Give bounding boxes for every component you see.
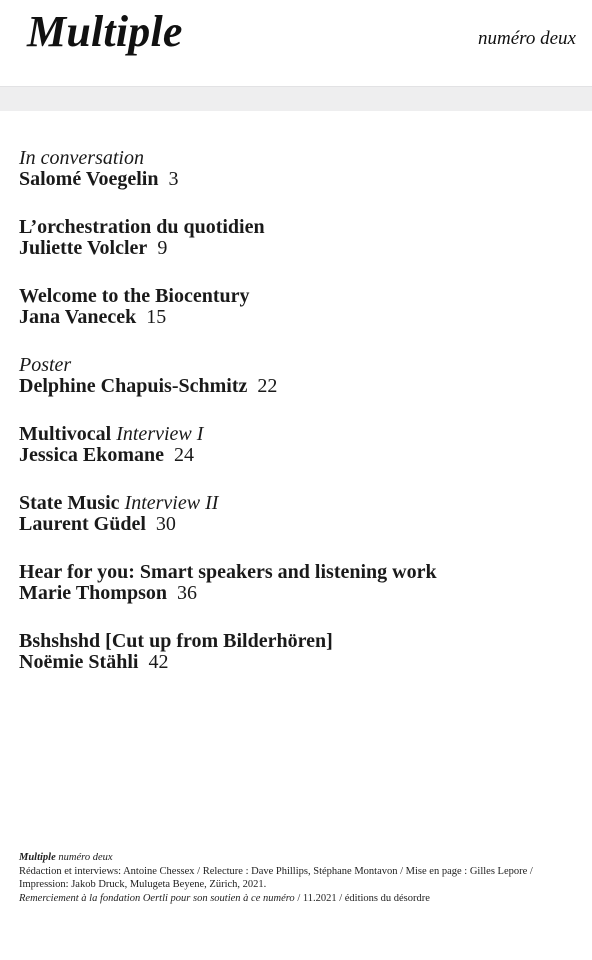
toc-entry[interactable] [19,562,579,631]
colophon [19,851,579,905]
entry-title: L’orchestration du quotidien [19,216,265,238]
entry-page-number: 30 [155,513,176,535]
entry-author: Jessica Ekomane [19,444,164,466]
page-header [0,0,592,86]
toc-entry-heading [19,562,579,583]
entry-page-number: 22 [257,375,278,397]
entry-author: Salomé Voegelin [19,168,159,190]
toc-entry-byline [19,307,579,328]
toc-entry[interactable] [19,493,579,562]
entry-page-number: 24 [174,444,194,466]
entry-page-number: 9 [157,237,168,259]
entry-title: Multivocal [19,423,112,445]
entry-page-number: 3 [168,168,179,190]
toc-entry-heading [19,355,579,376]
entry-author: Marie Thompson [19,582,167,604]
toc-entry-byline [19,376,579,397]
colophon-issue: numéro deux [58,852,113,863]
toc-entry-byline [19,514,579,535]
entry-author: Laurent Güdel [19,513,146,535]
entry-author: Juliette Volcler [19,237,148,259]
colophon-title: Multiple [19,852,56,863]
entry-title: State Music [19,492,120,514]
entry-subtitle: Interview I [116,423,204,445]
toc-entry-heading [19,217,579,238]
entry-page-number: 42 [148,651,169,673]
toc-entry[interactable] [19,217,579,286]
entry-page-number: 15 [146,306,167,328]
colophon-thanks: Remerciement à la fondation Oertli pour son soutien à ce numéro [19,892,295,904]
toc-entry-byline [19,583,579,604]
entry-title: Welcome to the Biocentury [19,285,250,307]
toc-entry[interactable] [19,286,579,355]
colophon-edition: / 11.2021 / éditions du désordre [294,892,430,904]
colophon-printing: Impression: Jakob Druck, Mulugeta Beyene, Zürich, 2021. [19,879,267,890]
toc-entry[interactable] [19,631,579,700]
colophon-credits: Rédaction et interviews: Antoine Chessex / Relecture : Dave Phillips, Stéphane Montavon / Mise en page : Gilles Lepore / [19,865,533,877]
entry-kicker: Poster [19,354,72,376]
entry-title: Hear for you: Smart speakers and listening work [19,561,437,583]
toc-entry-heading [19,493,579,514]
toc-entry-heading [19,148,579,169]
toc-entry-byline [19,652,579,673]
colophon-heading [19,851,579,865]
header-divider [0,86,592,111]
entry-author: Noëmie Stähli [19,651,139,673]
entry-author: Jana Vanecek [19,306,137,328]
toc-entry[interactable] [19,355,579,424]
toc-entry[interactable] [19,148,579,217]
toc-entry-byline [19,169,579,190]
publication-title: Multiple [27,7,183,56]
entry-kicker: In conversation [19,147,144,169]
toc-entry-heading [19,286,579,307]
entry-subtitle: Interview II [124,492,219,514]
toc-entry[interactable] [19,424,579,493]
colophon-footer [19,892,579,906]
table-of-contents [19,148,579,700]
toc-entry-heading [19,631,579,652]
toc-entry-heading [19,424,579,445]
entry-author: Delphine Chapuis-Schmitz [19,375,248,397]
entry-page-number: 36 [176,582,197,604]
toc-entry-byline [19,238,579,259]
issue-label: numéro deux [478,28,576,49]
toc-entry-byline [19,445,579,466]
entry-title: Bshshshd [Cut up from Bilderhören] [19,630,333,652]
